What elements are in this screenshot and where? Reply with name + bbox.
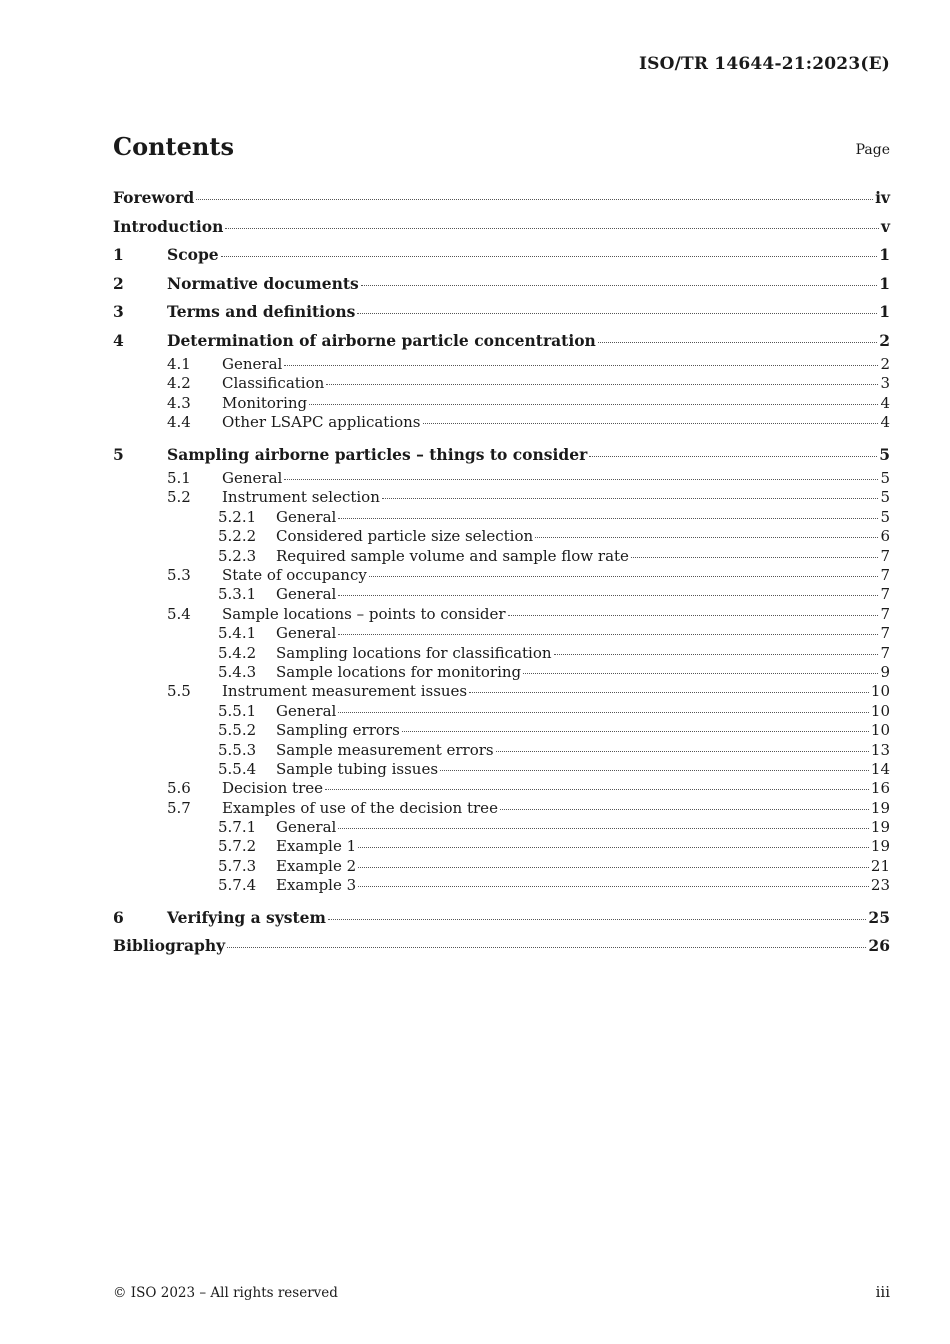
dot-leader <box>523 673 878 674</box>
toc-entry-title: Sample locations for monitoring <box>276 662 522 681</box>
dot-leader <box>358 886 869 887</box>
toc-entry-number: 6 <box>113 907 124 927</box>
toc-entry-page: 7 <box>880 566 890 585</box>
toc-entry-number: 1 <box>113 245 124 264</box>
toc-entry-number: 4.3 <box>167 393 191 412</box>
toc-entry[interactable] <box>113 876 890 895</box>
dot-leader <box>631 557 879 558</box>
toc-entry-title: Foreword <box>113 188 195 207</box>
toc-entry-title: Verifying a system <box>167 907 326 927</box>
toc-entry-number: 5.5 <box>167 682 191 701</box>
dot-leader <box>357 313 877 314</box>
dot-leader <box>598 342 877 343</box>
toc-entry[interactable] <box>113 547 890 566</box>
toc-entry-page: 4 <box>880 393 890 412</box>
toc-entry-page: 7 <box>880 604 890 623</box>
dot-leader <box>227 947 866 948</box>
dot-leader <box>589 456 877 457</box>
toc-entry-page: 7 <box>880 624 890 643</box>
toc-entry-title: Sampling airborne particles – things to consider <box>167 444 588 464</box>
toc-entry-number: 5.4.1 <box>218 624 257 643</box>
toc-entry-number: 5.7 <box>167 798 191 817</box>
toc-entry-page: 7 <box>880 585 890 604</box>
dot-leader <box>382 498 879 499</box>
toc-entry-page: 4 <box>880 413 890 432</box>
toc-entry-page: 25 <box>868 907 890 927</box>
toc-entry[interactable] <box>113 184 890 213</box>
toc-entry-number: 5.2 <box>167 488 191 507</box>
toc-entry[interactable] <box>113 663 890 682</box>
toc-entry-title: Sampling errors <box>276 721 400 740</box>
dot-leader <box>358 867 869 868</box>
toc-entry-number: 5.7.1 <box>218 818 257 837</box>
dot-leader <box>326 384 878 385</box>
dot-leader <box>284 479 878 480</box>
toc-entry-page: 16 <box>870 779 890 798</box>
toc-entry-number: 5.5.1 <box>218 701 257 720</box>
toc-entry-number: 5.4.3 <box>218 662 257 681</box>
toc-entry-page: 5 <box>880 507 890 526</box>
toc-entry-page: 1 <box>879 245 890 264</box>
dot-leader <box>225 228 879 229</box>
toc-entry-page: 3 <box>880 374 890 393</box>
toc-entry-title: Determination of airborne particle concentration <box>167 330 596 350</box>
toc-entry-title: Considered particle size selection <box>276 527 534 546</box>
toc-entry-page: 9 <box>880 662 890 681</box>
toc-entry-page: 21 <box>870 856 890 875</box>
toc-entry-number: 4 <box>113 330 124 350</box>
toc-entry[interactable] <box>113 605 890 624</box>
toc-entry-title: Monitoring <box>222 393 308 412</box>
toc-entry-page: 14 <box>870 759 890 778</box>
dot-leader <box>309 404 878 405</box>
dot-leader <box>338 828 869 829</box>
dot-leader <box>500 809 869 810</box>
toc-entry-title: Example 3 <box>276 876 357 895</box>
toc-entry-title: Sample measurement errors <box>276 740 494 759</box>
toc-entry[interactable] <box>113 488 890 507</box>
toc-entry-number: 5.2.2 <box>218 527 257 546</box>
toc-entry-page: 5 <box>880 488 890 507</box>
dot-leader <box>508 615 879 616</box>
toc-entry-title: General <box>276 507 337 526</box>
toc-entry[interactable] <box>113 441 890 470</box>
toc-entry-page: 23 <box>870 876 890 895</box>
toc-entry-number: 5.7.2 <box>218 837 257 856</box>
document-id: ISO/TR 14644-21:2023(E) <box>638 54 890 74</box>
toc-entry-number: 5.7.4 <box>218 876 257 895</box>
toc-entry-title: Decision tree <box>222 779 324 798</box>
toc-entry-page: 7 <box>880 643 890 662</box>
dot-leader <box>554 654 879 655</box>
toc-entry-title: Sampling locations for classification <box>276 643 552 662</box>
copyright-notice: © ISO 2023 – All rights reserved <box>113 1285 338 1301</box>
dot-leader <box>369 576 879 577</box>
toc-entry-number: 5.3 <box>167 566 191 585</box>
toc-entry[interactable] <box>113 298 890 327</box>
toc-entry[interactable] <box>113 741 890 760</box>
toc-entry-title: Required sample volume and sample flow rate <box>276 546 629 565</box>
toc-entry[interactable] <box>113 394 890 413</box>
toc-entry-page: 10 <box>870 701 890 720</box>
toc-entry-number: 5.3.1 <box>218 585 257 604</box>
toc-entry[interactable] <box>113 327 890 356</box>
toc-entry-number: 4.1 <box>167 355 191 373</box>
dot-leader <box>535 537 878 538</box>
toc-entry[interactable] <box>113 624 890 643</box>
toc-entry-title: Sample locations – points to consider <box>222 604 506 623</box>
toc-entry-title: Scope <box>167 245 219 264</box>
dot-leader <box>361 285 877 286</box>
toc-entry-title: Example 1 <box>276 837 357 856</box>
toc-entry-title: General <box>276 701 337 720</box>
dot-leader <box>496 751 869 752</box>
dot-leader <box>328 919 867 920</box>
dot-leader <box>338 634 878 635</box>
toc-entry[interactable] <box>113 566 890 585</box>
toc-entry-page: 26 <box>868 936 890 956</box>
toc-entry[interactable] <box>113 374 890 393</box>
dot-leader <box>358 847 869 848</box>
dot-leader <box>440 770 869 771</box>
dot-leader <box>423 423 879 424</box>
toc-entry-number: 5.5.3 <box>218 740 257 759</box>
toc-entry-number: 5.5.4 <box>218 759 257 778</box>
toc-entry-title: General <box>276 818 337 837</box>
toc-entry-page: v <box>880 216 890 236</box>
toc-entry-page: 5 <box>879 444 890 464</box>
toc-entry-number: 5.7.3 <box>218 856 257 875</box>
toc-entry[interactable] <box>113 760 890 779</box>
toc-entry-title: Bibliography <box>113 936 226 956</box>
toc-entry-page: 19 <box>870 818 890 837</box>
toc-entry-title: Normative documents <box>167 273 359 293</box>
toc-entry-page: 2 <box>880 355 890 373</box>
toc-entry-page: 19 <box>870 798 890 817</box>
toc-entry-number: 5 <box>113 444 124 464</box>
toc-entry-page: 10 <box>870 721 890 740</box>
toc-entry-title: State of occupancy <box>222 566 367 585</box>
dot-leader <box>338 518 878 519</box>
page-number: iii <box>875 1283 890 1301</box>
toc-entry-title: Examples of use of the decision tree <box>222 798 498 817</box>
toc-entry[interactable] <box>113 527 890 546</box>
toc-entry[interactable] <box>113 682 890 701</box>
page-column-label: Page <box>855 142 890 158</box>
toc-entry-number: 5.4.2 <box>218 643 257 662</box>
toc-entry[interactable] <box>113 213 890 242</box>
toc-entry-title: Instrument selection <box>222 488 380 507</box>
toc-entry[interactable] <box>113 508 890 527</box>
toc-entry-number: 5.6 <box>167 779 191 798</box>
dot-leader <box>221 256 878 257</box>
dot-leader <box>338 595 878 596</box>
toc-entry-number: 3 <box>113 302 124 321</box>
toc-entry[interactable] <box>113 585 890 604</box>
toc-entry-page: 7 <box>880 546 890 565</box>
toc-entry-number: 2 <box>113 273 124 293</box>
toc-entry-title: Instrument measurement issues <box>222 682 468 701</box>
toc-entry-page: 2 <box>879 330 890 350</box>
contents-heading: Contents <box>113 132 234 161</box>
toc-entry-number: 5.4 <box>167 604 191 623</box>
toc-entry-page: 1 <box>879 273 890 293</box>
toc-entry-title: General <box>222 355 283 373</box>
toc-entry[interactable] <box>113 799 890 818</box>
toc-entry[interactable] <box>113 779 890 798</box>
toc-entry[interactable] <box>113 818 890 837</box>
toc-entry[interactable] <box>113 904 890 933</box>
toc-entry-number: 5.1 <box>167 469 191 488</box>
toc-entry[interactable] <box>113 644 890 663</box>
dot-leader <box>338 712 869 713</box>
toc-entry-number: 5.2.3 <box>218 546 257 565</box>
toc-entry-page: 6 <box>880 527 890 546</box>
toc-entry-title: Sample tubing issues <box>276 759 439 778</box>
toc-entry-title: General <box>276 624 337 643</box>
toc-entry-title: Example 2 <box>276 856 357 875</box>
toc-entry-title: Terms and definitions <box>167 302 356 321</box>
dot-leader <box>284 365 878 366</box>
toc-entry[interactable] <box>113 837 890 856</box>
toc-entry[interactable] <box>113 413 890 432</box>
dot-leader <box>196 199 873 200</box>
dot-leader <box>469 692 869 693</box>
toc-entry-number: 5.2.1 <box>218 507 257 526</box>
toc-entry-title: General <box>276 585 337 604</box>
toc-entry-number: 4.4 <box>167 413 191 432</box>
toc-entry-number: 4.2 <box>167 374 191 393</box>
toc-entry[interactable] <box>113 469 890 488</box>
toc-entry[interactable] <box>113 241 890 270</box>
toc-entry-page: iv <box>875 188 890 207</box>
toc-entry-title: Other LSAPC applications <box>222 413 421 432</box>
toc-entry-page: 13 <box>870 740 890 759</box>
toc-entry[interactable] <box>113 857 890 876</box>
toc-entry[interactable] <box>113 702 890 721</box>
toc-entry-page: 1 <box>879 302 890 321</box>
toc-entry-page: 10 <box>870 682 890 701</box>
dot-leader <box>402 731 869 732</box>
toc-entry-page: 19 <box>870 837 890 856</box>
toc-entry-title: Classification <box>222 374 325 393</box>
toc-entry[interactable] <box>113 932 890 961</box>
toc-entry-number: 5.5.2 <box>218 721 257 740</box>
table-of-contents <box>113 184 890 961</box>
toc-entry[interactable] <box>113 721 890 740</box>
toc-entry-title: Introduction <box>113 216 224 236</box>
toc-entry[interactable] <box>113 270 890 299</box>
toc-entry-title: General <box>222 469 283 488</box>
dot-leader <box>325 789 869 790</box>
toc-entry-page: 5 <box>880 469 890 488</box>
toc-entry[interactable] <box>113 355 890 374</box>
